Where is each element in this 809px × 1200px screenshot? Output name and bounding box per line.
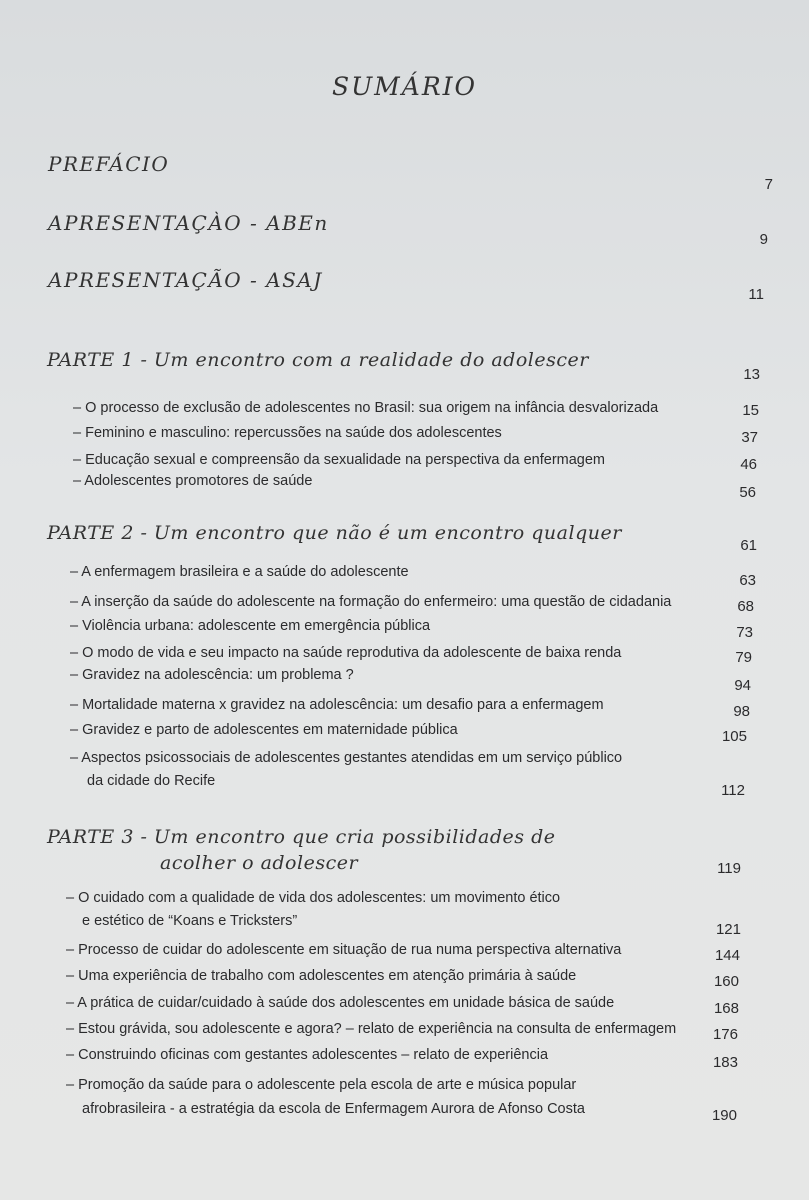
toc-entry: – Construindo oficinas com gestantes adolescentes – relato de experiência xyxy=(66,1047,549,1063)
part-3-heading-continuation: acolher o adolescer xyxy=(160,852,359,874)
toc-entry-continuation: afrobrasileira - a estratégia da escola de Enfermagem Aurora de Afonso Costa xyxy=(82,1101,585,1117)
toc-page-number: 112 xyxy=(721,782,745,799)
toc-entry: – Mortalidade materna x gravidez na adolescência: um desafio para a enfermagem xyxy=(70,697,604,713)
toc-page-number: 168 xyxy=(713,1000,739,1017)
toc-page-number: 73 xyxy=(736,624,753,641)
toc-page-number: 79 xyxy=(735,649,752,666)
toc-entry: – Promoção da saúde para o adolescente pela escola de arte e música popular xyxy=(66,1077,577,1093)
toc-page-number: 13 xyxy=(743,366,760,383)
toc-page-number: 190 xyxy=(711,1107,737,1124)
page-title: SUMÁRIO xyxy=(331,72,478,101)
toc-entry: – Estou grávida, sou adolescente e agora? – relato de experiência na consulta de enfermagem xyxy=(66,1021,677,1037)
toc-page-number: 176 xyxy=(712,1026,738,1043)
toc-front-apresentacao-aben: APRESENTAÇÀO - ABEn xyxy=(48,211,329,235)
toc-page-number: 7 xyxy=(764,176,773,193)
toc-entry: – O cuidado com a qualidade de vida dos adolescentes: um movimento ético xyxy=(66,890,561,906)
toc-entry: – A inserção da saúde do adolescente na formação do enfermeiro: uma questão de cidadania xyxy=(70,594,672,610)
toc-page-number: 46 xyxy=(740,456,757,473)
toc-page-number: 11 xyxy=(748,286,764,303)
toc-entry: – O modo de vida e seu impacto na saúde reprodutiva da adolescente de baixa renda xyxy=(70,645,622,661)
toc-entry: – Uma experiência de trabalho com adolescentes em atenção primária à saúde xyxy=(66,968,577,984)
part-2-heading: PARTE 2 - Um encontro que não é um encontro qualquer xyxy=(47,522,622,544)
toc-entry: – Violência urbana: adolescente em emergência pública xyxy=(70,618,431,634)
toc-front-prefacio: PREFÁCIO xyxy=(48,152,170,176)
part-3-heading: PARTE 3 - Um encontro que cria possibilidades de xyxy=(47,826,556,848)
toc-entry: – Adolescentes promotores de saúde xyxy=(73,473,313,489)
toc-entry: – Gravidez e parto de adolescentes em maternidade pública xyxy=(70,722,458,738)
part-1-heading: PARTE 1 - Um encontro com a realidade do adolescer xyxy=(47,349,589,371)
toc-entry: – Gravidez na adolescência: um problema ? xyxy=(70,667,354,683)
toc-page-number: 105 xyxy=(721,728,747,745)
toc-page-number: 183 xyxy=(712,1054,738,1071)
toc-entry: – A enfermagem brasileira e a saúde do adolescente xyxy=(70,564,409,580)
toc-entry: – Aspectos psicossociais de adolescentes gestantes atendidas em um serviço público xyxy=(70,750,623,766)
toc-entry: – Educação sexual e compreensão da sexualidade na perspectiva da enfermagem xyxy=(73,452,606,468)
toc-page-number: 160 xyxy=(713,973,739,990)
toc-page-number: 98 xyxy=(733,703,750,720)
toc-entry: – Feminino e masculino: repercussões na saúde dos adolescentes xyxy=(73,425,502,441)
toc-page-number: 144 xyxy=(714,947,740,964)
toc-page-number: 9 xyxy=(759,231,768,248)
toc-page-number: 63 xyxy=(739,572,756,589)
toc-entry: – Processo de cuidar do adolescente em situação de rua numa perspectiva alternativa xyxy=(66,942,622,958)
toc-page-number: 68 xyxy=(737,598,754,615)
toc-page-number: 94 xyxy=(734,677,751,694)
toc-page-number: 56 xyxy=(739,484,756,501)
toc-page-number: 61 xyxy=(740,537,757,554)
toc-page-number: 37 xyxy=(741,429,758,446)
toc-entry-continuation: e estético de “Koans e Tricksters” xyxy=(82,913,298,929)
toc-page-number: 121 xyxy=(715,921,741,938)
toc-entry: – O processo de exclusão de adolescentes no Brasil: sua origem na infância desvalorizada xyxy=(73,400,659,416)
toc-entry: – A prática de cuidar/cuidado à saúde dos adolescentes em unidade básica de saúde xyxy=(66,995,615,1011)
toc-entry-continuation: da cidade do Recife xyxy=(87,773,216,789)
toc-page-number: 119 xyxy=(717,860,741,877)
toc-page-number: 15 xyxy=(742,402,759,419)
toc-front-apresentacao-asaj: APRESENTAÇÃO - ASAJ xyxy=(48,268,323,292)
